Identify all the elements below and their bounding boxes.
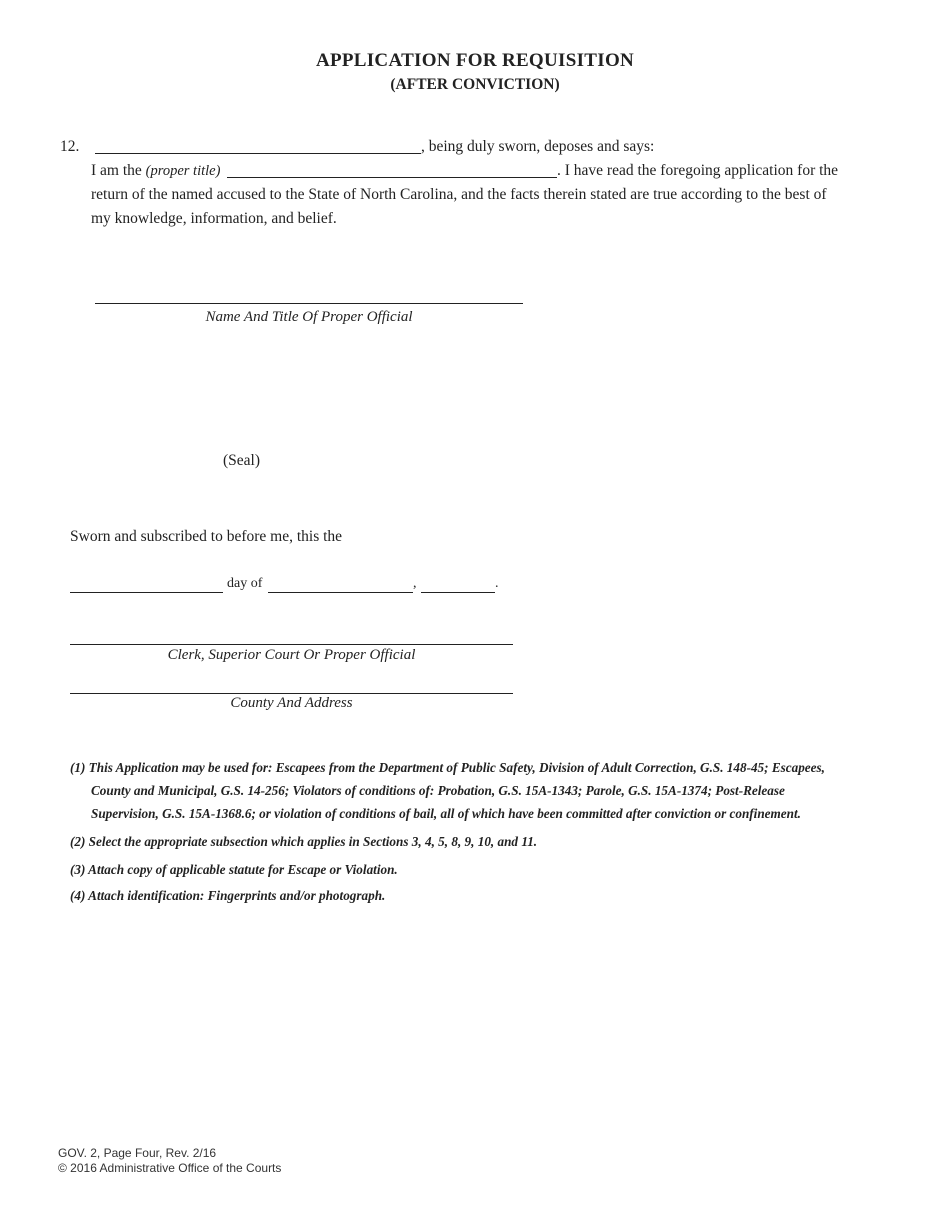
seal-label: (Seal) bbox=[223, 452, 261, 469]
form-title: APPLICATION FOR REQUISITION bbox=[315, 50, 635, 71]
proper-title-label: (proper title) bbox=[145, 163, 221, 179]
note-2: (2) Select the appropriate subsection which applies in Sections 3, 4, 5, 8, 9, 10, and 11. bbox=[70, 834, 538, 849]
county-address-line[interactable] bbox=[70, 693, 513, 694]
note-1-line-3: Supervision, G.S. 15A-1368.6; or violation of conditions of bail, all of which have been committed after conviction or confinement. bbox=[91, 806, 801, 821]
official-caption: Name And Title Of Proper Official bbox=[205, 309, 413, 325]
year-field[interactable] bbox=[421, 592, 495, 593]
month-field[interactable] bbox=[268, 592, 413, 593]
section-number: 12. bbox=[60, 138, 80, 155]
period: . bbox=[495, 576, 499, 591]
affiant-name-field[interactable] bbox=[95, 153, 421, 154]
read-application-text: . I have read the foregoing application for the bbox=[557, 162, 839, 179]
sworn-statement-text: , being duly sworn, deposes and says: bbox=[421, 138, 655, 155]
note-1-line-1: (1) This Application may be used for: Escapees from the Department of Public Safety, Division of Adult Correction, G.S. 148-45; Escapees, bbox=[70, 760, 825, 775]
form-id: GOV. 2, Page Four, Rev. 2/16 bbox=[58, 1146, 217, 1160]
proper-title-line bbox=[91, 159, 220, 183]
comma-separator: , bbox=[413, 576, 417, 591]
official-signature-line[interactable] bbox=[95, 303, 523, 304]
copyright: © 2016 Administrative Office of the Courts bbox=[58, 1161, 282, 1175]
county-caption: County And Address bbox=[230, 695, 353, 711]
proper-title-field[interactable] bbox=[227, 177, 557, 178]
sworn-subscribed-text: Sworn and subscribed to before me, this the bbox=[70, 528, 343, 545]
day-field[interactable] bbox=[70, 592, 223, 593]
note-4: (4) Attach identification: Fingerprints and/or photograph. bbox=[70, 888, 386, 903]
form-subtitle: (AFTER CONVICTION) bbox=[390, 76, 560, 93]
clerk-caption: Clerk, Superior Court Or Proper Official bbox=[167, 647, 416, 663]
return-accused-text: return of the named accused to the State of North Carolina, and the facts therein stated are true according to the best of bbox=[91, 186, 827, 203]
iam-prefix: I am the bbox=[91, 162, 146, 179]
knowledge-text: my knowledge, information, and belief. bbox=[91, 210, 337, 227]
clerk-signature-line[interactable] bbox=[70, 644, 513, 645]
note-3: (3) Attach copy of applicable statute for Escape or Violation. bbox=[70, 862, 398, 877]
day-of-label: day of bbox=[227, 576, 263, 591]
note-1-line-2: County and Municipal, G.S. 14-256; Violators of conditions of: Probation, G.S. 15A-1343; Parole, G.S. 15A-1374; Post-Release bbox=[91, 783, 785, 798]
